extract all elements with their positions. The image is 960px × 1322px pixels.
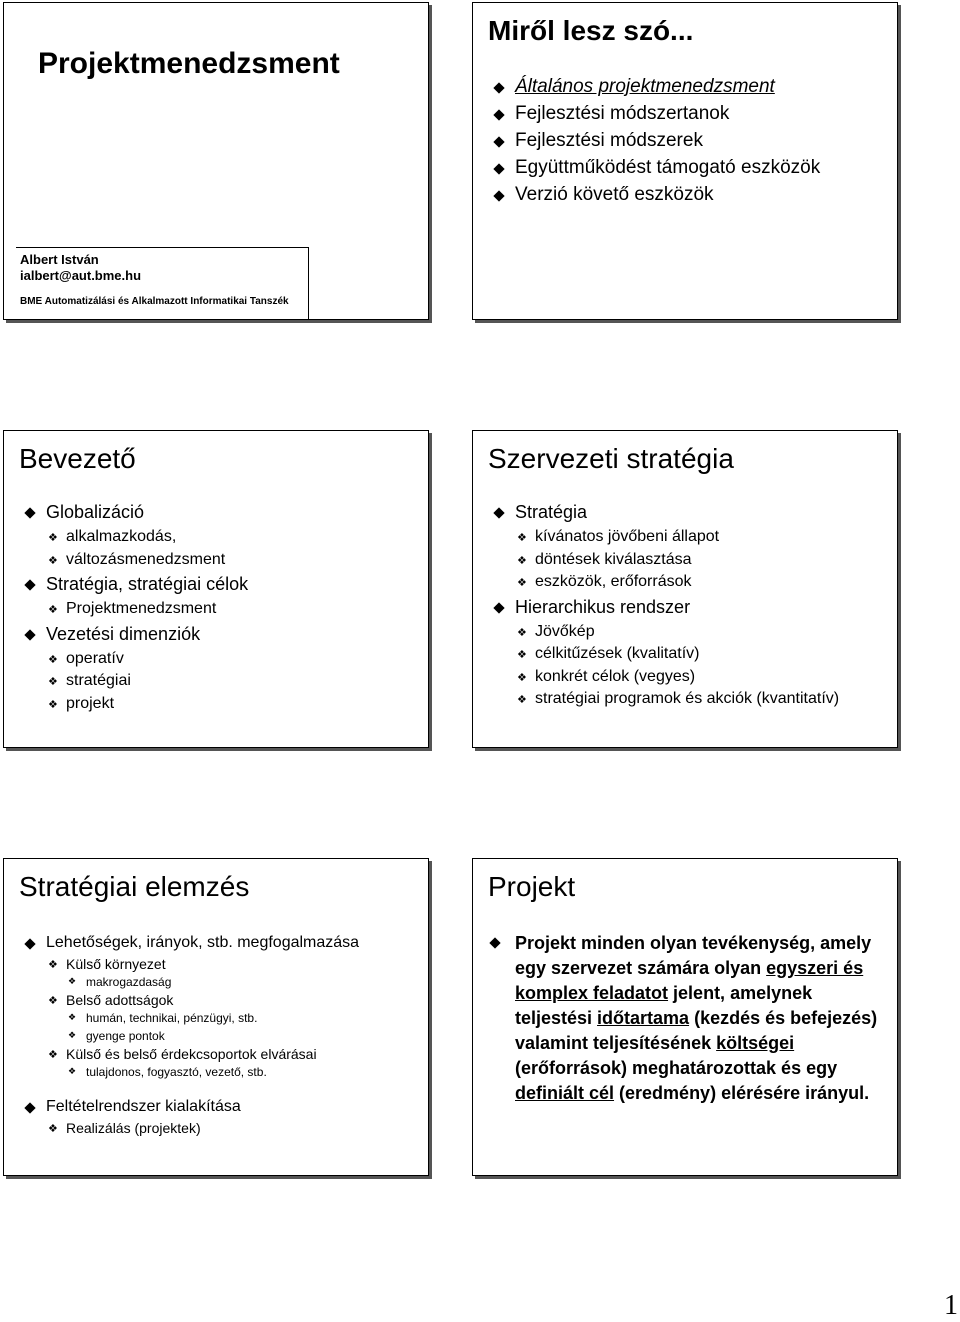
list-item: Globalizáció	[20, 499, 420, 526]
list-item: ❖ Jövőkép	[517, 622, 595, 640]
list-item: Stratégia	[489, 499, 889, 526]
four-diamond-bullet-icon: ❖	[517, 694, 527, 706]
slide-strategic-analysis	[3, 858, 429, 1176]
four-diamond-bullet-icon: ❖	[68, 1012, 77, 1022]
list-item: Általános projektmenedzsment	[489, 73, 889, 100]
four-diamond-bullet-icon: ❖	[517, 577, 527, 589]
author-email: ialbert@aut.bme.hu	[20, 268, 142, 283]
list-item: ❖ Külső és belső érdekcsoportok elvárásai	[48, 1046, 317, 1062]
slide-agenda	[472, 2, 898, 320]
four-diamond-bullet-icon: ❖	[517, 649, 527, 661]
list-item: ❖ Belső adottságok	[48, 992, 174, 1008]
department: BME Automatizálási és Alkalmazott Informatikai Tanszék	[20, 296, 289, 307]
four-diamond-bullet-icon: ❖	[517, 554, 527, 567]
list-item: ❖ humán, technikai, pénzügyi, stb.	[68, 1011, 258, 1025]
diamond-bullet-icon	[493, 602, 504, 613]
list-item: Verzió követő eszközök	[489, 181, 889, 208]
slide-project	[472, 858, 898, 1176]
diamond-bullet-icon	[493, 82, 504, 93]
diamond-bullet-icon	[24, 507, 35, 518]
list-item: Vezetési dimenziók	[20, 621, 420, 648]
list-item: Stratégia, stratégiai célok	[20, 571, 420, 598]
slide-org-strategy	[472, 430, 898, 748]
slide-intro	[3, 430, 429, 748]
four-diamond-bullet-icon: ❖	[48, 959, 58, 971]
intro-list	[20, 499, 420, 715]
list-item: ❖ stratégiai	[48, 672, 131, 689]
strategic-analysis-title: Stratégiai elemzés	[19, 871, 250, 902]
project-definition: Projekt minden olyan tevékenység, amely egy szervezet számára olyan egyszeri és komplex feladatot jelent, amelynek teljestési időtartama (kezdés és befejezés) valamint teljesítésének költségei (erőforrások) meghatározottak és egy definiált cél (eredmény) elérésére irányul.	[515, 931, 885, 1106]
list-item: ❖ kívánatos jövőbeni állapot	[517, 528, 720, 545]
author-name: Albert István	[20, 252, 99, 267]
list-item: ❖ Realizálás (projektek)	[48, 1120, 201, 1136]
list-item: ❖ operatív	[48, 649, 124, 667]
four-diamond-bullet-icon: ❖	[48, 698, 58, 711]
org-strategy-title: Szervezeti stratégia	[488, 443, 734, 474]
four-diamond-bullet-icon: ❖	[48, 554, 58, 567]
list-item: ❖ Külső környezet	[48, 956, 166, 972]
list-item: ❖ célkitűzések (kvalitatív)	[517, 645, 700, 662]
list-item: Feltételrendszer kialakítása	[20, 1095, 420, 1119]
four-diamond-bullet-icon: ❖	[48, 676, 58, 688]
diamond-bullet-icon	[493, 507, 504, 518]
diamond-bullet-icon	[489, 937, 500, 948]
diamond-bullet-icon	[493, 136, 504, 147]
four-diamond-bullet-icon: ❖	[517, 532, 527, 544]
list-item: ❖ alkalmazkodás,	[48, 528, 177, 545]
list-item: Fejlesztési módszerek	[489, 127, 889, 154]
list-item: ❖ eszközök, erőforrások	[517, 573, 692, 590]
author-block	[16, 247, 309, 320]
four-diamond-bullet-icon: ❖	[48, 532, 58, 544]
list-item: Együttműködést támogató eszközök	[489, 154, 889, 181]
agenda-title: Miről lesz szó...	[488, 15, 694, 46]
list-item: ❖ projekt	[48, 694, 115, 712]
list-item: ❖ Projektmenedzsment	[48, 600, 217, 617]
list-item: ❖ gyenge pontok	[68, 1029, 165, 1043]
project-title: Projekt	[488, 871, 576, 902]
diamond-bullet-icon	[24, 579, 35, 590]
org-strategy-list	[489, 499, 889, 711]
list-item: ❖ stratégiai programok és akciók (kvantitatív)	[517, 690, 840, 707]
agenda-list	[489, 73, 889, 208]
four-diamond-bullet-icon: ❖	[68, 1066, 77, 1076]
list-item: ❖ döntések kiválasztása	[517, 550, 692, 568]
list-item: Lehetőségek, irányok, stb. megfogalmazása	[20, 931, 420, 955]
four-diamond-bullet-icon: ❖	[48, 995, 58, 1007]
list-item: ❖ változásmenedzsment	[48, 550, 226, 568]
slide-title	[3, 2, 429, 320]
four-diamond-bullet-icon: ❖	[68, 1030, 77, 1040]
diamond-bullet-icon	[493, 109, 504, 120]
four-diamond-bullet-icon: ❖	[517, 626, 527, 639]
diamond-bullet-icon	[493, 163, 504, 174]
diamond-bullet-icon	[24, 1102, 35, 1113]
four-diamond-bullet-icon: ❖	[517, 671, 527, 684]
list-item: ❖ tulajdonos, fogyasztó, vezető, stb.	[68, 1065, 267, 1079]
diamond-bullet-icon	[24, 938, 35, 949]
list-item: Hierarchikus rendszer	[489, 594, 889, 621]
slide-title-heading: Projektmenedzsment	[38, 47, 340, 80]
strategic-analysis-list	[20, 931, 420, 1137]
four-diamond-bullet-icon: ❖	[68, 976, 77, 986]
four-diamond-bullet-icon: ❖	[48, 1049, 58, 1061]
four-diamond-bullet-icon: ❖	[48, 1123, 58, 1135]
page-number: 1	[944, 1290, 958, 1321]
four-diamond-bullet-icon: ❖	[48, 604, 58, 616]
intro-title: Bevezető	[19, 443, 136, 474]
diamond-bullet-icon	[493, 190, 504, 201]
list-item: ❖ konkrét célok (vegyes)	[517, 667, 696, 685]
list-item: Fejlesztési módszertanok	[489, 100, 889, 127]
four-diamond-bullet-icon: ❖	[48, 653, 58, 666]
list-item: ❖ makrogazdaság	[68, 975, 172, 989]
diamond-bullet-icon	[24, 629, 35, 640]
